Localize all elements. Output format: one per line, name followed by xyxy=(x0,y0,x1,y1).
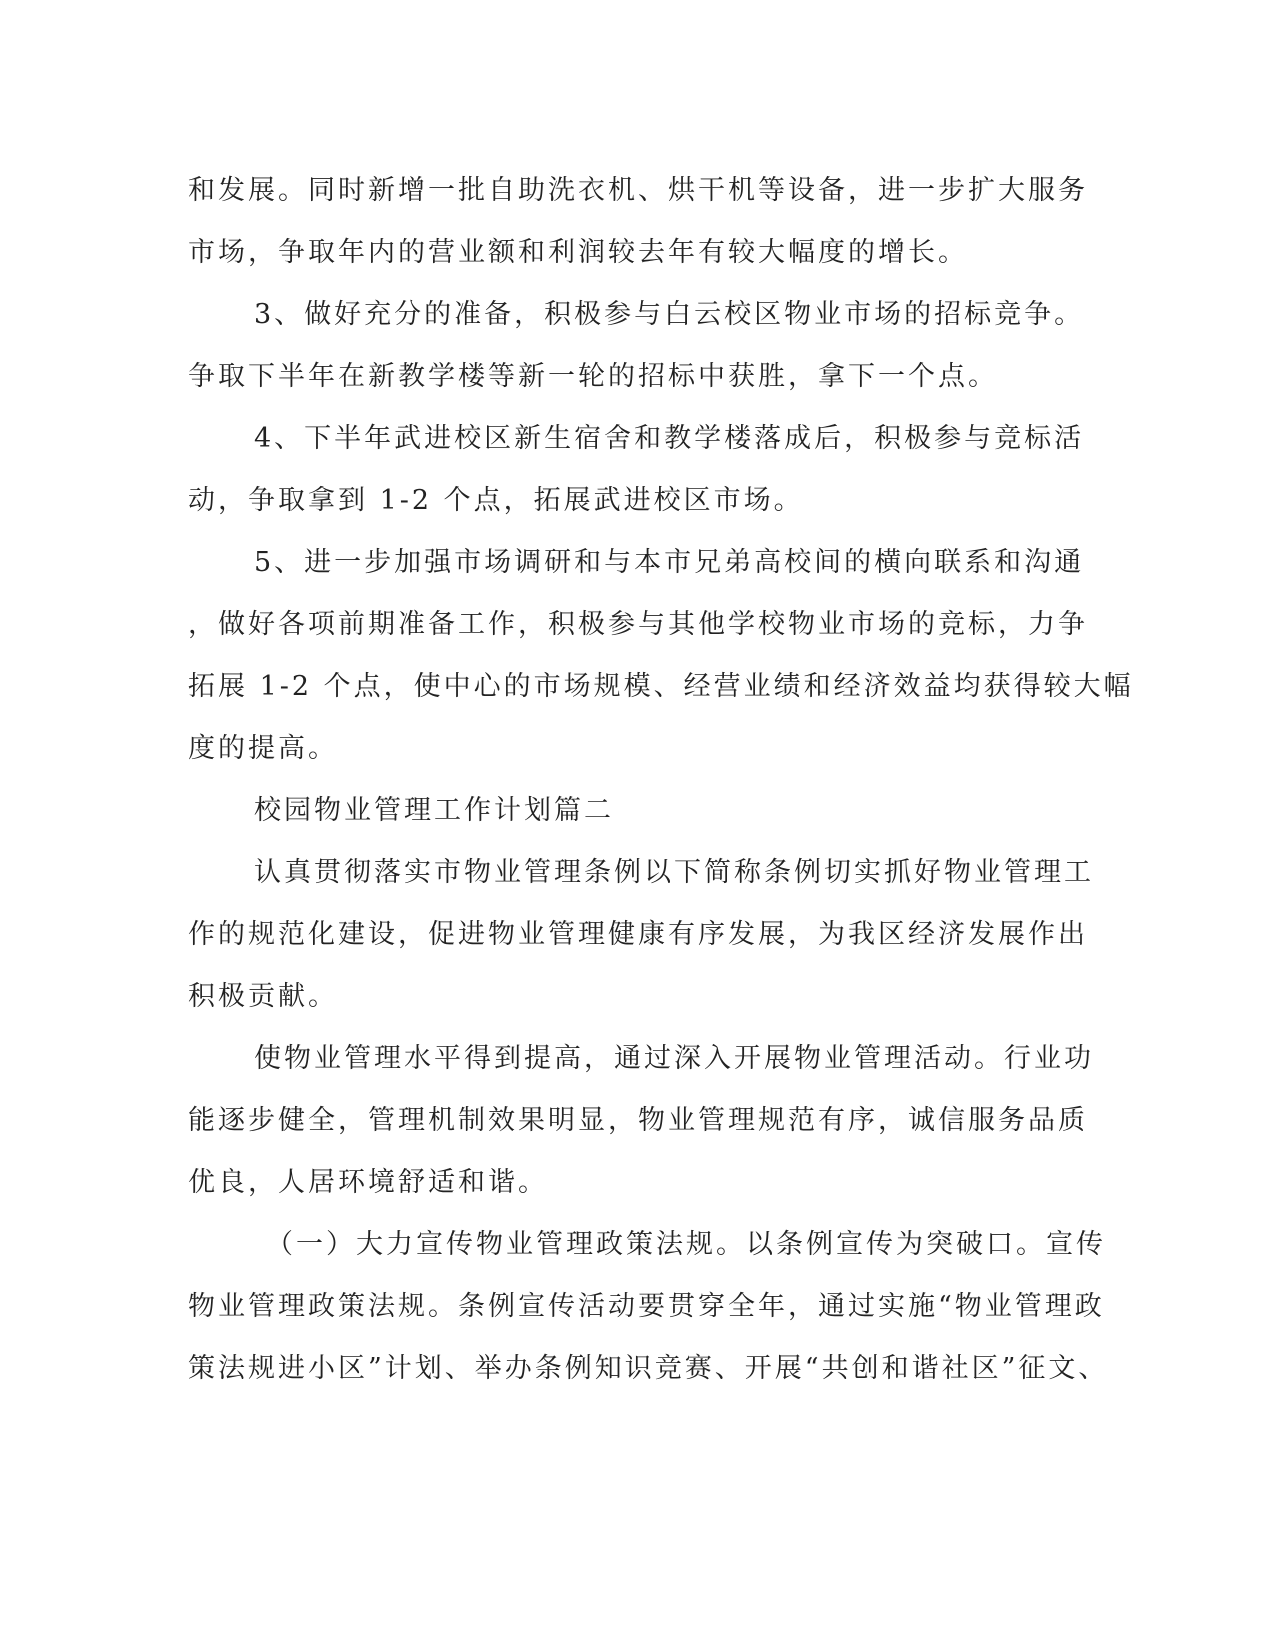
text-line: 优良，人居环境舒适和谐。 xyxy=(188,1167,548,1198)
section-heading: 校园物业管理工作计划篇二 xyxy=(254,795,614,826)
text-line: 使物业管理水平得到提高，通过深入开展物业管理活动。行业功 xyxy=(254,1043,1094,1074)
text-line: 5、进一步加强市场调研和与本市兄弟高校间的横向联系和沟通 xyxy=(254,547,1085,578)
text-line: 度的提高。 xyxy=(188,733,338,764)
text-line: 策法规进小区”计划、举办条例知识竞赛、开展“共创和谐社区”征文、 xyxy=(188,1353,1109,1384)
text-line: 争取下半年在新教学楼等新一轮的招标中获胜，拿下一个点。 xyxy=(188,361,998,392)
text-line: （一）大力宣传物业管理政策法规。以条例宣传为突破口。宣传 xyxy=(266,1229,1106,1260)
text-line: 物业管理政策法规。条例宣传活动要贯穿全年，通过实施“物业管理政 xyxy=(188,1291,1105,1322)
text-line: 和发展。同时新增一批自助洗衣机、烘干机等设备，进一步扩大服务 xyxy=(188,175,1088,206)
text-line: 市场，争取年内的营业额和利润较去年有较大幅度的增长。 xyxy=(188,237,968,268)
text-line: 动，争取拿到 1-2 个点，拓展武进校区市场。 xyxy=(188,485,804,516)
text-line: 3、做好充分的准备，积极参与白云校区物业市场的招标竞争。 xyxy=(254,299,1085,330)
text-line: ，做好各项前期准备工作，积极参与其他学校物业市场的竞标，力争 xyxy=(188,609,1088,640)
text-line: 拓展 1-2 个点，使中心的市场规模、经营业绩和经济效益均获得较大幅 xyxy=(188,671,1134,702)
text-line: 能逐步健全，管理机制效果明显，物业管理规范有序，诚信服务品质 xyxy=(188,1105,1088,1136)
text-line: 积极贡献。 xyxy=(188,981,338,1012)
text-line: 作的规范化建设，促进物业管理健康有序发展，为我区经济发展作出 xyxy=(188,919,1088,950)
text-line: 4、下半年武进校区新生宿舍和教学楼落成后，积极参与竞标活 xyxy=(254,423,1085,454)
document-body xyxy=(188,160,1134,1400)
text-line: 认真贯彻落实市物业管理条例以下简称条例切实抓好物业管理工 xyxy=(254,857,1094,888)
